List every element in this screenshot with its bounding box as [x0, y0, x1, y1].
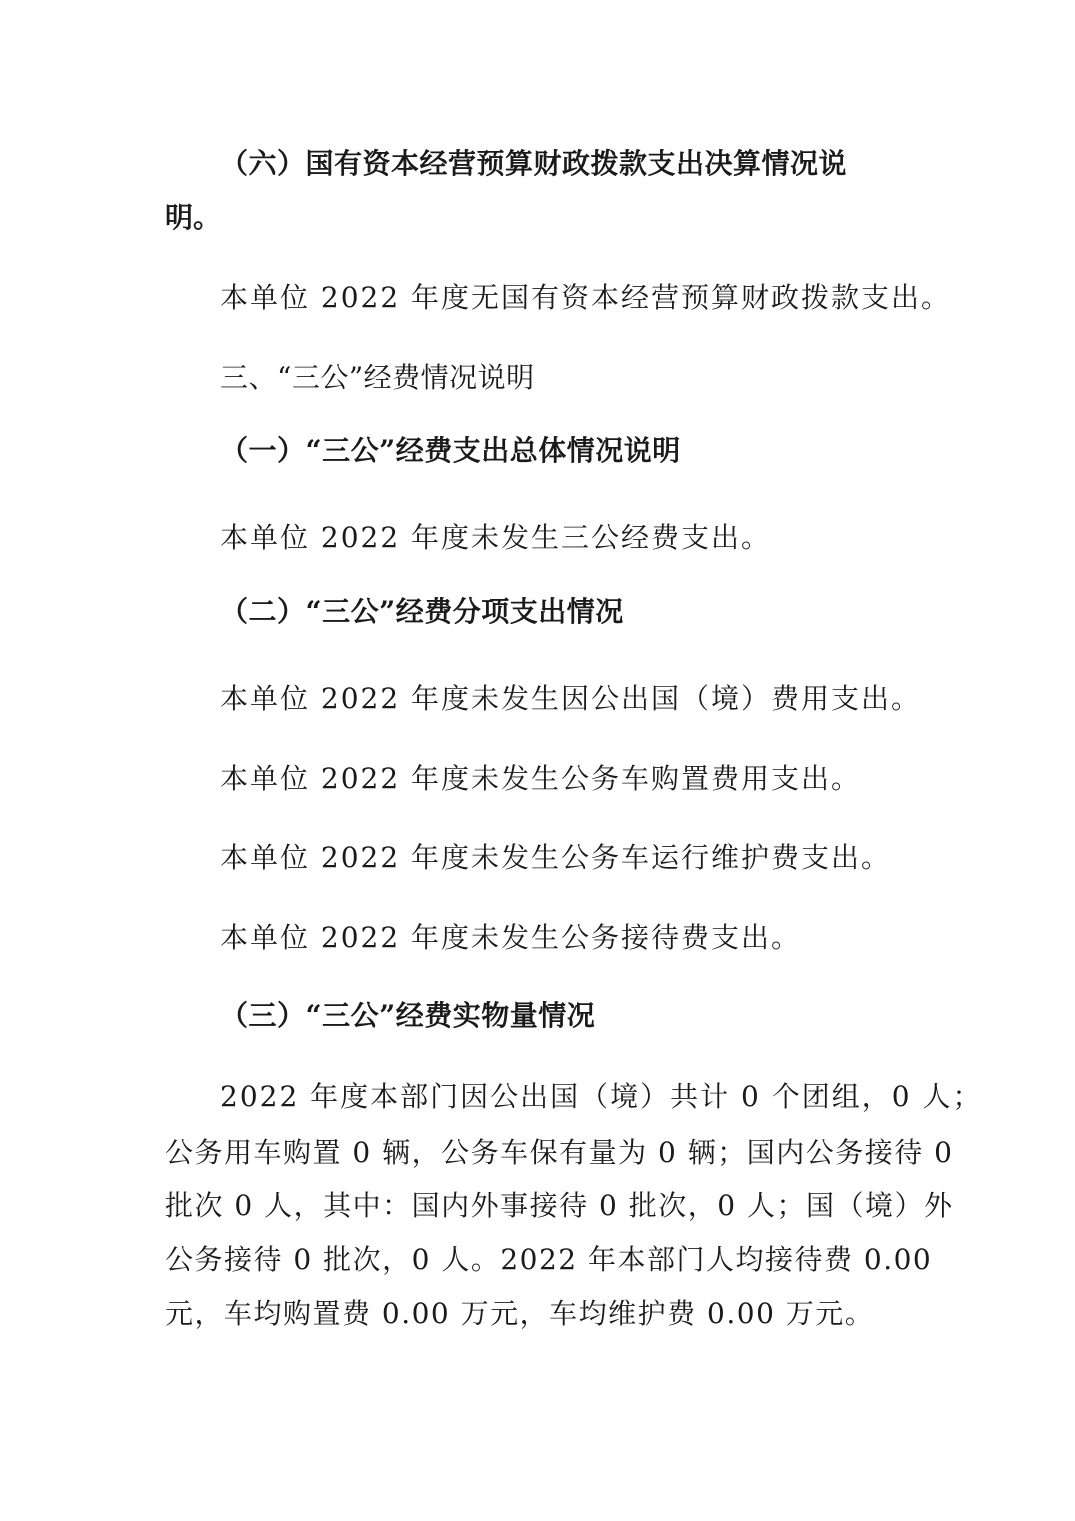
sub3-paragraph-line: 公务接待 0 批次，0 人。2022 年本部门人均接待费 0.00 — [165, 1243, 933, 1276]
sub1-heading: （一）“三公”经费支出总体情况说明 — [220, 434, 681, 467]
section-six-heading-line1: （六）国有资本经营预算财政拨款支出决算情况说 — [220, 147, 848, 180]
sub1-body: 本单位 2022 年度未发生三公经费支出。 — [220, 521, 772, 554]
sub2-heading: （二）“三公”经费分项支出情况 — [220, 595, 624, 628]
sub3-paragraph-line: 公务用车购置 0 辆，公务车保有量为 0 辆；国内公务接待 0 — [165, 1136, 954, 1169]
sub2-item: 本单位 2022 年度未发生因公出国（境）费用支出。 — [220, 682, 922, 715]
sub3-heading: （三）“三公”经费实物量情况 — [220, 999, 596, 1032]
sub2-item: 本单位 2022 年度未发生公务车购置费用支出。 — [220, 762, 862, 795]
sub3-paragraph-line: 2022 年度本部门因公出国（境）共计 0 个团组，0 人； — [220, 1080, 983, 1113]
section-six-heading-line2: 明。 — [165, 201, 222, 234]
sub2-item: 本单位 2022 年度未发生公务车运行维护费支出。 — [220, 841, 892, 874]
sub3-paragraph-line: 批次 0 人，其中：国内外事接待 0 批次，0 人；国（境）外 — [165, 1189, 954, 1222]
section-three-title: 三、“三公”经费情况说明 — [220, 361, 535, 394]
sub2-item: 本单位 2022 年度未发生公务接待费支出。 — [220, 921, 802, 954]
section-six-body: 本单位 2022 年度无国有资本经营预算财政拨款支出。 — [220, 281, 952, 314]
sub3-paragraph-line: 元，车均购置费 0.00 万元，车均维护费 0.00 万元。 — [165, 1297, 875, 1330]
